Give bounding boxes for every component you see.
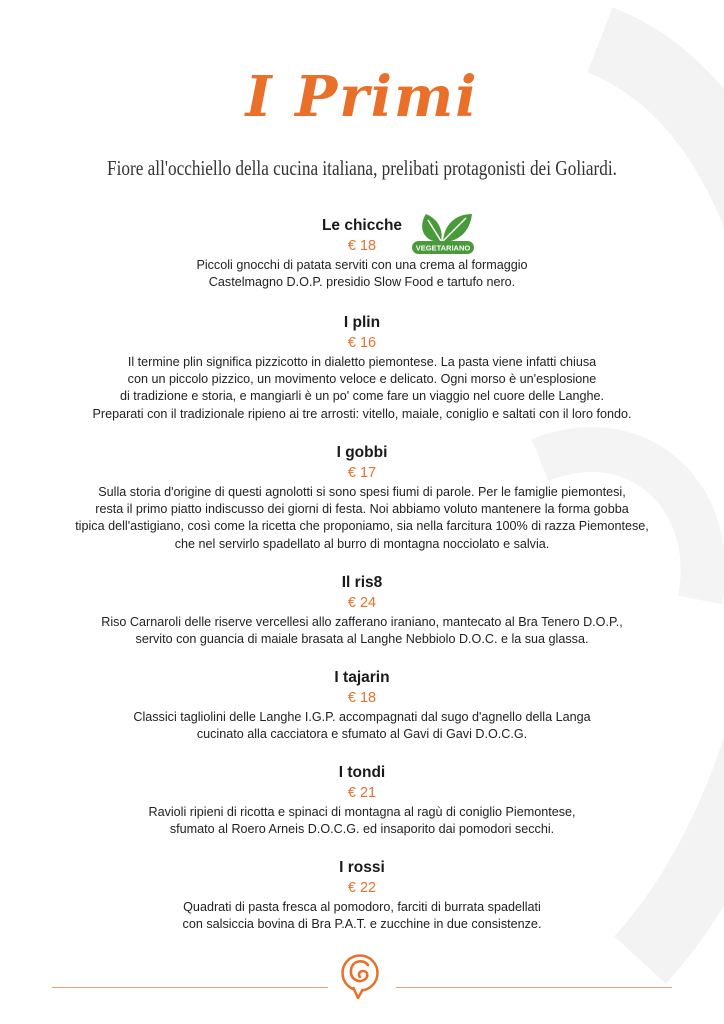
dish-name: Le chicche (321, 217, 403, 234)
footer-divider-left (52, 987, 328, 988)
dish-description: Piccoli gnocchi di patata serviti con una crema al formaggio Castelmagno D.O.P. presidio Slow Food e tartufo nero. (196, 258, 528, 290)
dish-name: I tondi (338, 764, 386, 781)
dish-price: € 18 (347, 238, 377, 254)
goliardi-logo-icon (338, 951, 382, 1003)
dish-name: I tajarin (334, 669, 390, 686)
dish-description: Ravioli ripieni di ricotta e spinaci di montagna al ragù di coniglio Piemontese, sfumato al Roero Arneis D.O.C.G. ed insaporito dai pomodori secchi. (148, 805, 576, 837)
dish-item (40, 668, 684, 743)
dish-price: € 24 (347, 595, 377, 611)
dish-name: I gobbi (336, 444, 388, 461)
dish-price: € 18 (347, 690, 377, 706)
dish-price: € 17 (347, 465, 377, 481)
dish-name: I rossi (339, 859, 385, 876)
dish-item (40, 313, 684, 423)
badge-label: VEGETARIANO (415, 243, 471, 253)
dish-description: Riso Carnaroli delle riserve vercellesi allo zafferano iraniano, mantecato al Bra Tenero D.O.P., servito con guancia di maiale brasata al Langhe Nebbiolo D.O.C. e la sua glassa. (101, 615, 623, 647)
dish-name: I plin (343, 314, 381, 331)
dish-item (40, 573, 684, 648)
footer-divider-right (396, 987, 672, 988)
dish-item (40, 443, 684, 553)
dish-description: Quadrati di pasta fresca al pomodoro, farciti di burrata spadellati con salsiccia bovina di Bra P.A.T. e zucchine in due consistenze. (182, 900, 542, 932)
dish-price: € 21 (347, 785, 377, 801)
dish-description: Classici tagliolini delle Langhe I.G.P. accompagnati dal sugo d'agnello della Langa cucinato alla cacciatora e sfumato al Gavi di Gavi D.O.C.G. (133, 710, 591, 742)
dish-price: € 22 (347, 880, 377, 896)
dish-item (40, 216, 684, 291)
dish-item (40, 858, 684, 933)
page-title: I Primi (245, 64, 479, 130)
vegetarian-badge (410, 208, 476, 258)
dish-name: Il ris8 (341, 574, 383, 591)
dish-description: Il termine plin significa pizzicotto in dialetto piemontese. La pasta viene infatti chiusa con un piccolo pizzico, un movimento veloce e delicato. Ogni morso è un'esplosione di tradizione e storia, e mangiarli è un po' come fare un viaggio nel cuore delle Langhe. Preparati con il tradizionale ripieno ai tre arrosti: vitello, maiale, coniglio e saltati con il loro fondo. (92, 355, 632, 421)
page-subtitle: Fiore all'occhiello della cucina italiana, prelibati protagonisti dei Goliardi. (107, 156, 617, 180)
dish-item (40, 763, 684, 838)
dish-description: Sulla storia d'origine di questi agnolotti si sono spesi fiumi di parole. Per le famiglie piemontesi, resta il primo piatto indiscusso dei giorni di festa. Noi abbiamo voluto mantenere la forma gobba tipica dell'astigiano, così come la ricetta che proponiamo, sia nella farcitura 100% di razza Piemontese, che nel servirlo spadellato al burro di montagna nocciolato e salvia. (75, 485, 649, 551)
dish-price: € 16 (347, 335, 377, 351)
